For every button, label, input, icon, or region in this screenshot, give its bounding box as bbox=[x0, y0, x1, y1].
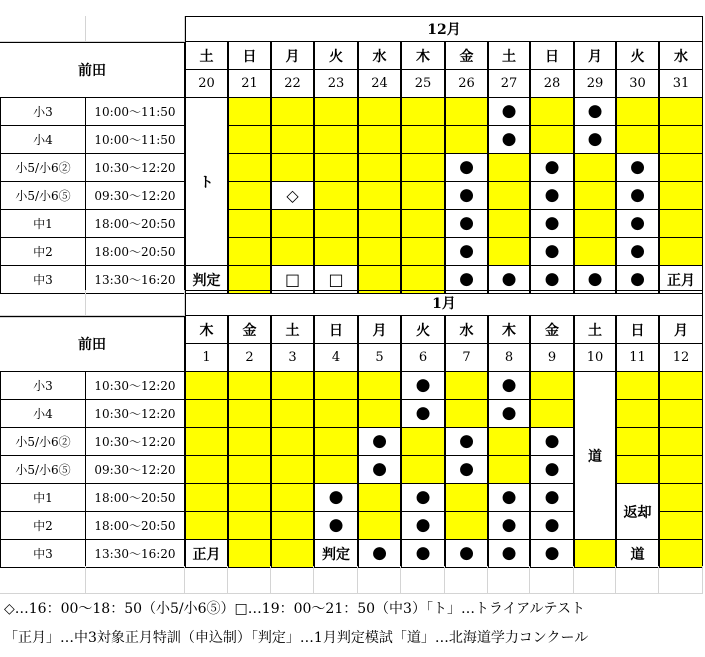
schedule-cell bbox=[314, 126, 358, 154]
schedule-cell bbox=[228, 154, 271, 182]
class-dot: ● bbox=[358, 540, 401, 568]
schedule-cell bbox=[574, 182, 616, 210]
schedule-cell bbox=[401, 98, 445, 126]
class-cell: 中1 bbox=[0, 484, 86, 512]
weekday-cell: 月 bbox=[659, 316, 703, 344]
schedule-label: 正月 bbox=[659, 266, 703, 294]
class-dot: ● bbox=[401, 512, 445, 540]
weekday-cell: 月 bbox=[271, 42, 314, 70]
schedule-label: 道 bbox=[616, 540, 659, 568]
schedule-cell bbox=[401, 238, 445, 266]
schedule-cell bbox=[659, 182, 703, 210]
schedule-cell bbox=[314, 400, 358, 428]
schedule-cell bbox=[616, 456, 659, 484]
schedule-cell bbox=[401, 456, 445, 484]
schedule-cell bbox=[358, 400, 401, 428]
class-dot: ● bbox=[530, 540, 574, 568]
class-dot: ● bbox=[314, 484, 358, 512]
schedule-cell bbox=[574, 154, 616, 182]
time-cell: 10:30～12:20 bbox=[86, 154, 185, 182]
schedule-cell bbox=[488, 456, 530, 484]
class-dot: ● bbox=[574, 126, 616, 154]
schedule-cell bbox=[228, 484, 271, 512]
date-cell: 10 bbox=[574, 344, 616, 372]
time-cell: 18:00～20:50 bbox=[86, 484, 185, 512]
class-cell: 中3 bbox=[0, 266, 86, 294]
schedule-cell bbox=[488, 210, 530, 238]
legend-line-1: ◇…16：00～18：50（小5/小6⑤）□…19：00～21：50（中3）「ト」…トライアルテスト bbox=[4, 601, 585, 617]
schedule-cell bbox=[228, 428, 271, 456]
class-dot: ● bbox=[530, 154, 574, 182]
schedule-cell bbox=[616, 372, 659, 400]
blank-cell bbox=[401, 566, 445, 594]
class-dot: ● bbox=[445, 266, 488, 294]
do-label: 道 bbox=[574, 372, 616, 540]
schedule-cell bbox=[185, 456, 228, 484]
date-cell: 31 bbox=[659, 70, 703, 98]
class-dot: ● bbox=[488, 400, 530, 428]
schedule-cell bbox=[358, 182, 401, 210]
blank-cell bbox=[358, 566, 401, 594]
schedule-cell bbox=[271, 126, 314, 154]
blank-cell bbox=[0, 566, 86, 594]
class-cell: 小4 bbox=[0, 126, 86, 154]
schedule-cell bbox=[228, 372, 271, 400]
schedule-cell bbox=[401, 182, 445, 210]
class-dot: ● bbox=[488, 512, 530, 540]
schedule-cell bbox=[445, 372, 488, 400]
schedule-label: 正月 bbox=[185, 540, 228, 568]
schedule-cell bbox=[530, 98, 574, 126]
blank-cell bbox=[530, 566, 574, 594]
title-cell: 前田 bbox=[0, 42, 185, 98]
weekday-cell: 日 bbox=[530, 42, 574, 70]
class-dot: ● bbox=[445, 210, 488, 238]
schedule-cell bbox=[314, 98, 358, 126]
class-dot: ● bbox=[530, 428, 574, 456]
time-cell: 18:00～20:50 bbox=[86, 512, 185, 540]
schedule-cell bbox=[574, 210, 616, 238]
time-cell: 18:00～20:50 bbox=[86, 210, 185, 238]
time-cell: 13:30～16:20 bbox=[86, 540, 185, 568]
class-dot: ● bbox=[358, 456, 401, 484]
square-mark: □ bbox=[271, 266, 314, 294]
blank-cell bbox=[86, 290, 185, 316]
time-cell: 10:00～11:50 bbox=[86, 98, 185, 126]
schedule-cell bbox=[271, 400, 314, 428]
schedule-cell bbox=[314, 238, 358, 266]
class-cell: 小5/小6② bbox=[0, 428, 86, 456]
weekday-cell: 火 bbox=[616, 42, 659, 70]
schedule-cell bbox=[445, 98, 488, 126]
class-dot: ● bbox=[445, 238, 488, 266]
date-cell: 9 bbox=[530, 344, 574, 372]
class-cell: 小5/小6⑤ bbox=[0, 182, 86, 210]
date-cell: 7 bbox=[445, 344, 488, 372]
schedule-label: 判定 bbox=[314, 540, 358, 568]
date-cell: 21 bbox=[228, 70, 271, 98]
schedule-cell bbox=[616, 400, 659, 428]
class-dot: ● bbox=[445, 540, 488, 568]
class-dot: ● bbox=[445, 182, 488, 210]
schedule-cell bbox=[314, 210, 358, 238]
weekday-cell: 水 bbox=[445, 316, 488, 344]
schedule-cell bbox=[314, 372, 358, 400]
schedule-cell bbox=[271, 456, 314, 484]
class-dot: ● bbox=[445, 428, 488, 456]
date-cell: 12 bbox=[659, 344, 703, 372]
schedule-cell bbox=[185, 428, 228, 456]
date-cell: 22 bbox=[271, 70, 314, 98]
date-cell: 8 bbox=[488, 344, 530, 372]
schedule-cell bbox=[659, 372, 703, 400]
blank-cell bbox=[616, 566, 659, 594]
date-cell: 25 bbox=[401, 70, 445, 98]
class-dot: ● bbox=[530, 484, 574, 512]
schedule-cell bbox=[616, 428, 659, 456]
schedule-cell bbox=[185, 484, 228, 512]
date-cell: 1 bbox=[185, 344, 228, 372]
schedule-cell bbox=[358, 154, 401, 182]
schedule-cell bbox=[271, 372, 314, 400]
time-cell: 10:30～12:20 bbox=[86, 372, 185, 400]
schedule-cell bbox=[358, 372, 401, 400]
date-cell: 30 bbox=[616, 70, 659, 98]
schedule-cell bbox=[401, 210, 445, 238]
schedule-cell bbox=[358, 126, 401, 154]
schedule-cell bbox=[228, 540, 271, 568]
class-cell: 小5/小6⑤ bbox=[0, 456, 86, 484]
trial-label: ト bbox=[185, 98, 228, 266]
schedule-cell bbox=[271, 428, 314, 456]
schedule-cell bbox=[185, 372, 228, 400]
class-dot: ● bbox=[445, 154, 488, 182]
class-dot: ● bbox=[574, 98, 616, 126]
schedule-cell bbox=[445, 484, 488, 512]
class-dot: ● bbox=[530, 512, 574, 540]
class-dot: ● bbox=[488, 484, 530, 512]
weekday-cell: 土 bbox=[271, 316, 314, 344]
schedule-cell bbox=[659, 400, 703, 428]
blank-cell bbox=[0, 290, 86, 316]
month-header: 12月 bbox=[185, 16, 703, 42]
time-cell: 09:30～12:20 bbox=[86, 456, 185, 484]
date-cell: 5 bbox=[358, 344, 401, 372]
weekday-cell: 土 bbox=[185, 42, 228, 70]
schedule-cell bbox=[358, 512, 401, 540]
schedule-cell bbox=[358, 98, 401, 126]
class-cell: 中2 bbox=[0, 238, 86, 266]
class-dot: ● bbox=[616, 210, 659, 238]
class-cell: 中2 bbox=[0, 512, 86, 540]
blank-cell bbox=[314, 566, 358, 594]
schedule-cell bbox=[271, 210, 314, 238]
schedule-cell bbox=[228, 182, 271, 210]
schedule-cell bbox=[574, 540, 616, 568]
blank-cell bbox=[488, 566, 530, 594]
date-cell: 28 bbox=[530, 70, 574, 98]
weekday-cell: 火 bbox=[401, 316, 445, 344]
schedule-cell bbox=[401, 428, 445, 456]
schedule-cell bbox=[488, 154, 530, 182]
schedule-cell bbox=[530, 126, 574, 154]
schedule-cell bbox=[488, 182, 530, 210]
schedule-cell bbox=[271, 540, 314, 568]
weekday-cell: 土 bbox=[488, 42, 530, 70]
schedule-cell bbox=[228, 210, 271, 238]
schedule-cell bbox=[574, 238, 616, 266]
weekday-cell: 日 bbox=[314, 316, 358, 344]
weekday-cell: 金 bbox=[530, 316, 574, 344]
schedule-cell bbox=[488, 238, 530, 266]
schedule-cell bbox=[228, 456, 271, 484]
weekday-cell: 水 bbox=[659, 42, 703, 70]
time-cell: 09:30～12:20 bbox=[86, 182, 185, 210]
schedule-cell bbox=[659, 98, 703, 126]
time-cell: 10:00～11:50 bbox=[86, 126, 185, 154]
schedule-cell bbox=[488, 428, 530, 456]
class-dot: ● bbox=[530, 266, 574, 294]
class-dot: ● bbox=[401, 540, 445, 568]
date-cell: 26 bbox=[445, 70, 488, 98]
schedule-cell bbox=[445, 512, 488, 540]
schedule-cell bbox=[659, 512, 703, 540]
weekday-cell: 金 bbox=[228, 316, 271, 344]
schedule-cell bbox=[401, 126, 445, 154]
class-cell: 小3 bbox=[0, 98, 86, 126]
blank-cell bbox=[445, 566, 488, 594]
schedule-cell bbox=[659, 540, 703, 568]
schedule-cell bbox=[445, 400, 488, 428]
schedule-cell bbox=[659, 456, 703, 484]
weekday-cell: 木 bbox=[488, 316, 530, 344]
date-cell: 24 bbox=[358, 70, 401, 98]
weekday-cell: 月 bbox=[574, 42, 616, 70]
schedule-cell bbox=[530, 372, 574, 400]
weekday-cell: 水 bbox=[358, 42, 401, 70]
blank-cell bbox=[228, 566, 271, 594]
class-dot: ● bbox=[488, 372, 530, 400]
class-dot: ● bbox=[488, 98, 530, 126]
month-header: 1月 bbox=[185, 290, 703, 316]
schedule-cell bbox=[314, 182, 358, 210]
schedule-cell bbox=[401, 154, 445, 182]
schedule-cell bbox=[530, 400, 574, 428]
schedule-cell bbox=[659, 210, 703, 238]
time-cell: 13:30～16:20 bbox=[86, 266, 185, 294]
schedule-cell bbox=[314, 456, 358, 484]
schedule-cell bbox=[445, 126, 488, 154]
time-cell: 10:30～12:20 bbox=[86, 400, 185, 428]
time-cell: 10:30～12:20 bbox=[86, 428, 185, 456]
class-dot: ● bbox=[488, 266, 530, 294]
class-dot: ● bbox=[574, 266, 616, 294]
class-cell: 小5/小6② bbox=[0, 154, 86, 182]
date-cell: 2 bbox=[228, 344, 271, 372]
class-dot: ● bbox=[530, 210, 574, 238]
schedule-cell bbox=[228, 98, 271, 126]
square-mark: □ bbox=[314, 266, 358, 294]
schedule-cell bbox=[659, 126, 703, 154]
class-dot: ● bbox=[401, 484, 445, 512]
schedule-cell bbox=[228, 400, 271, 428]
date-cell: 3 bbox=[271, 344, 314, 372]
schedule-cell bbox=[271, 98, 314, 126]
class-cell: 中3 bbox=[0, 540, 86, 568]
class-dot: ● bbox=[616, 238, 659, 266]
weekday-cell: 月 bbox=[358, 316, 401, 344]
class-dot: ● bbox=[530, 238, 574, 266]
class-dot: ● bbox=[401, 372, 445, 400]
schedule-cell bbox=[659, 238, 703, 266]
class-cell: 中1 bbox=[0, 210, 86, 238]
weekday-cell: 木 bbox=[401, 42, 445, 70]
class-dot: ● bbox=[314, 512, 358, 540]
schedule-cell bbox=[314, 154, 358, 182]
date-cell: 23 bbox=[314, 70, 358, 98]
schedule-cell bbox=[358, 238, 401, 266]
blank-cell bbox=[659, 566, 703, 594]
class-dot: ● bbox=[445, 456, 488, 484]
weekday-cell: 土 bbox=[574, 316, 616, 344]
blank-cell bbox=[185, 566, 228, 594]
blank-cell bbox=[271, 566, 314, 594]
henkyaku-label: 返却 bbox=[616, 484, 659, 540]
schedule-cell bbox=[228, 512, 271, 540]
class-dot: ● bbox=[530, 456, 574, 484]
date-cell: 29 bbox=[574, 70, 616, 98]
schedule-cell bbox=[659, 484, 703, 512]
weekday-cell: 火 bbox=[314, 42, 358, 70]
weekday-cell: 金 bbox=[445, 42, 488, 70]
title-cell: 前田 bbox=[0, 316, 185, 372]
weekday-cell: 日 bbox=[616, 316, 659, 344]
class-cell: 小4 bbox=[0, 400, 86, 428]
class-dot: ● bbox=[616, 182, 659, 210]
schedule-cell bbox=[185, 400, 228, 428]
schedule-cell bbox=[271, 238, 314, 266]
schedule-cell bbox=[358, 484, 401, 512]
time-cell: 18:00～20:50 bbox=[86, 238, 185, 266]
blank-cell bbox=[86, 16, 185, 42]
class-dot: ● bbox=[488, 126, 530, 154]
schedule-cell bbox=[616, 98, 659, 126]
schedule-cell bbox=[314, 428, 358, 456]
legend-line-2: 「正月」…中3対象正月特訓（申込制）「判定」…1月判定模試「道」…北海道学力コンクール bbox=[4, 630, 589, 646]
schedule-cell bbox=[228, 126, 271, 154]
date-cell: 27 bbox=[488, 70, 530, 98]
schedule-cell bbox=[659, 154, 703, 182]
blank-cell bbox=[86, 566, 185, 594]
blank-cell bbox=[574, 566, 616, 594]
schedule-cell bbox=[185, 512, 228, 540]
class-dot: ● bbox=[616, 154, 659, 182]
date-cell: 11 bbox=[616, 344, 659, 372]
schedule-cell bbox=[659, 428, 703, 456]
class-dot: ● bbox=[401, 400, 445, 428]
weekday-cell: 日 bbox=[228, 42, 271, 70]
diamond-mark: ◇ bbox=[271, 182, 314, 210]
date-cell: 6 bbox=[401, 344, 445, 372]
blank-cell bbox=[0, 16, 86, 42]
schedule-cell bbox=[271, 484, 314, 512]
date-cell: 20 bbox=[185, 70, 228, 98]
class-cell: 小3 bbox=[0, 372, 86, 400]
class-dot: ● bbox=[358, 428, 401, 456]
hantei-label: 判定 bbox=[185, 266, 228, 294]
date-cell: 4 bbox=[314, 344, 358, 372]
schedule-cell bbox=[228, 238, 271, 266]
weekday-cell: 木 bbox=[185, 316, 228, 344]
class-dot: ● bbox=[616, 266, 659, 294]
schedule-cell bbox=[358, 210, 401, 238]
class-dot: ● bbox=[530, 182, 574, 210]
schedule-cell bbox=[271, 154, 314, 182]
schedule-cell bbox=[271, 512, 314, 540]
schedule-cell bbox=[616, 126, 659, 154]
class-dot: ● bbox=[488, 540, 530, 568]
